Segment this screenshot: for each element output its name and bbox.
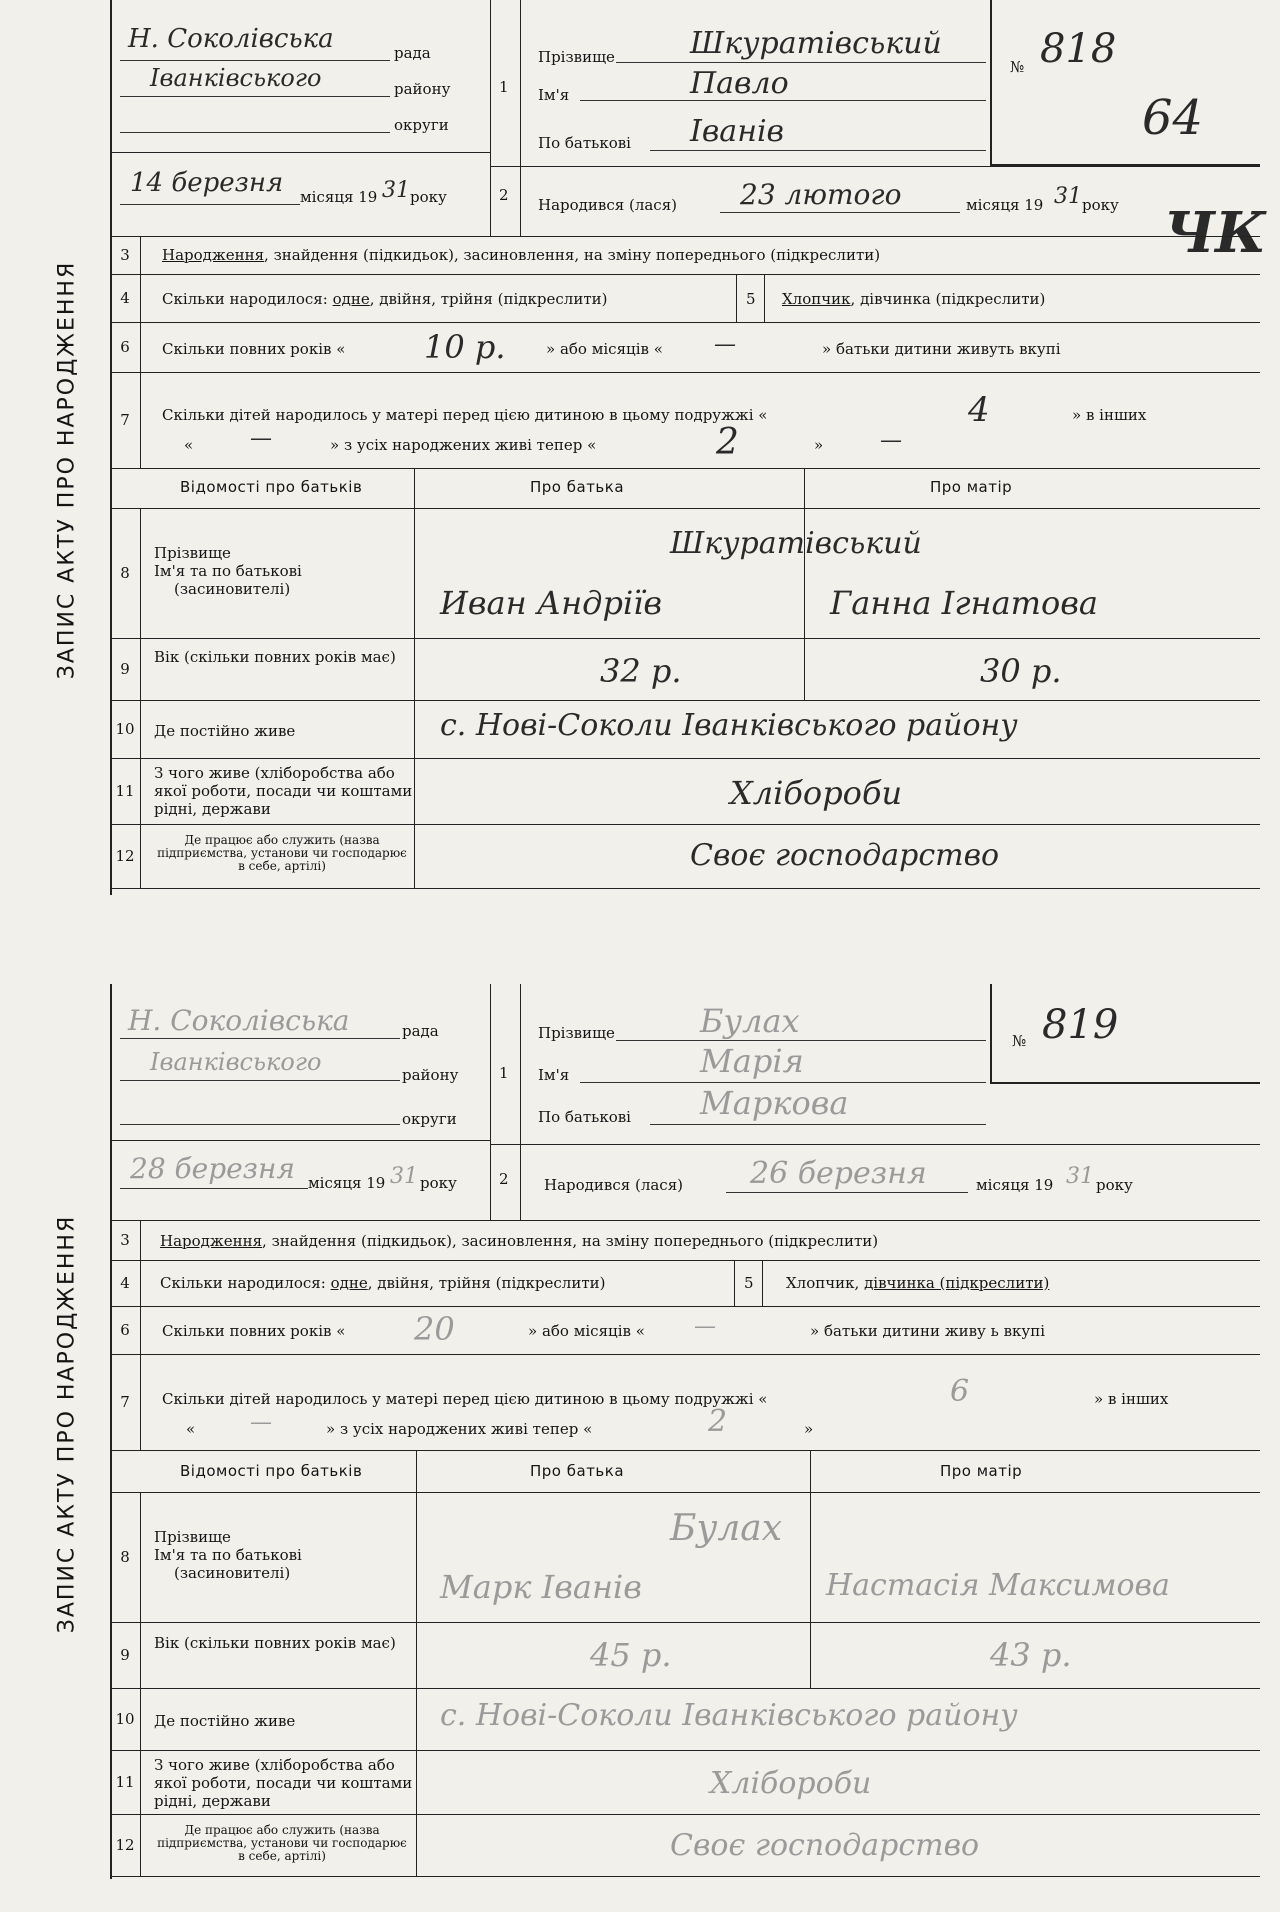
row-children-count [110,372,1260,469]
months-value: — [714,332,736,357]
row-how-many [110,1260,1260,1307]
header-parents-info: Відомості про батьків [180,478,363,496]
registration-year-value: 31 [390,1164,418,1189]
mother-age: 30 р. [980,652,1062,690]
open-quote: « [184,436,194,454]
rada-value: Н. Соколівська [128,24,334,54]
form-side-margin [24,984,112,1879]
patronymic-label: По батькові [538,134,631,152]
row-number-11: 11 [110,758,141,824]
birth-type-underlined: Народження [160,1232,263,1250]
father-name: Иван Андріїв [440,584,663,622]
row-number-4: 4 [110,1260,141,1306]
born-year-value: 31 [1054,184,1082,209]
row-number-10: 10 [110,1688,141,1750]
surname-label: Прізвище [538,1024,615,1042]
header-father: Про батька [530,1462,625,1480]
registration-month-label: місяця 19 [308,1174,386,1192]
living-label: З чого живе (хліборобства або якої роботи, посади чи коштами рідні, держави [154,1756,413,1810]
patronymic-label: По батькові [538,1108,631,1126]
alive-label: » з усіх народжених живі тепер « [326,1420,593,1438]
children-value: 6 [950,1374,970,1409]
name-value: Марія [700,1042,804,1080]
residence-value: с. Нові-Соколи Іванківського району [440,1698,1018,1733]
born-month-label: місяця 19 [966,196,1044,214]
children-label: Скільки дітей народилось у матері перед цією дитиною в цьому подружжі « [162,406,768,424]
okruhy-label: округи [402,1110,457,1128]
how-many-label: Скільки народилося: [160,1274,326,1292]
residence-value: с. Нові-Соколи Іванківського району [440,708,1018,743]
surname-value: Шкуратівський [690,26,942,61]
record-number-value: 819 [1042,1002,1119,1048]
how-many-underlined: одне [332,290,370,308]
header-father: Про батька [530,478,625,496]
registration-year-label: року [410,188,447,206]
raion-value: Іванківського [150,64,322,92]
row-number-2: 2 [499,1170,509,1188]
rada-label: рада [402,1022,439,1040]
form-side-title: ЗАПИС АКТУ ПРО НАРОДЖЕННЯ [54,1214,80,1634]
born-month-label: місяця 19 [976,1176,1054,1194]
raion-label: району [394,80,451,98]
work-value: Своє господарство [670,1828,980,1863]
row-how-many [110,274,1260,323]
how-many-label: Скільки народилося: [162,290,328,308]
patronymic-value: Маркова [700,1084,849,1122]
row-number-9: 9 [110,638,141,700]
living-value: Хлібороби [710,1766,872,1801]
margin-note: ЧК [1164,200,1267,266]
row-work [110,824,1260,889]
birth-type-rest: , знайдення (підкидьок), засиновлення, на зміну попереднього (підкреслити) [262,1232,879,1250]
adopter-label: (засиновителі) [174,580,291,598]
row-number-7: 7 [110,372,141,468]
patronymic-value: Іванів [690,114,785,149]
months-label: » або місяців « [546,340,663,358]
living-value: Хлібороби [730,774,903,812]
row-parent-names [110,1492,1260,1623]
alive-value: 2 [716,422,739,463]
row-parent-age [110,1622,1260,1689]
birth-record-form-1 [24,0,1267,895]
residence-label: Де постійно живе [154,722,296,740]
row-birth-type [110,1220,1260,1261]
row-number-5: 5 [746,290,756,308]
born-year-value: 31 [1066,1164,1094,1189]
number-label: № [1010,58,1025,76]
row-number-3: 3 [110,1220,141,1260]
row-number-9: 9 [110,1622,141,1688]
parents-header-row [110,468,1260,509]
record-number-box [990,0,1260,166]
mother-age: 43 р. [990,1636,1072,1674]
rada-value: Н. Соколівська [128,1004,350,1037]
registration-year-label: року [420,1174,457,1192]
birth-type-rest: , знайдення (підкидьок), засиновлення, на зміну попереднього (підкреслити) [264,246,881,264]
years-label: Скільки повних років « [162,1322,346,1340]
record-number-value: 818 [1040,26,1117,72]
row-living [110,1750,1260,1815]
record-number-box [990,984,1260,1084]
parent-surname-label: Прізвище [154,1528,231,1546]
registration-month-label: місяця 19 [300,188,378,206]
years-value: 10 р. [424,328,506,366]
mother-name: Настасія Максимова [826,1568,1170,1603]
father-age: 32 р. [600,652,682,690]
work-label: Де працює або служить (назва підприємства, установи чи господарює в себе, артілі) [157,833,407,873]
born-date-value: 26 березня [750,1156,927,1191]
row-living [110,758,1260,825]
row-number-11: 11 [110,1750,141,1814]
sex-rest-first: Хлопчик, [786,1274,865,1292]
row-number-6: 6 [110,1306,141,1354]
rada-label: рада [394,44,431,62]
row-number-1: 1 [499,1064,509,1082]
record-number-extra: 64 [1142,90,1204,146]
number-label: № [1012,1032,1027,1050]
other-value: — [250,1410,272,1435]
form-side-title: ЗАПИС АКТУ ПРО НАРОДЖЕННЯ [54,260,80,680]
row-number-5: 5 [744,1274,754,1292]
okruhy-label: округи [394,116,449,134]
row-number-10: 10 [110,700,141,758]
residence-label: Де постійно живе [154,1712,296,1730]
row-number-6: 6 [110,322,141,372]
children-value: 4 [968,390,990,430]
trailing-value: — [880,428,902,453]
row-years-together [110,322,1260,373]
months-label: » або місяців « [528,1322,645,1340]
row-number-2: 2 [499,186,509,204]
header-parents-info: Відомості про батьків [180,1462,363,1480]
row-number-7: 7 [110,1354,141,1450]
age-label: Вік (скільки повних років має) [154,648,396,666]
children-label: Скільки дітей народилось у матері перед цією дитиною в цьому подружжі « [162,1390,768,1408]
row-residence [110,1688,1260,1751]
living-label: З чого живе (хліборобства або якої роботи, посади чи коштами рідні, держави [154,764,413,818]
born-label: Народився (лася) [538,196,678,214]
together-label: » батьки дитини живу ь вкупі [810,1322,1046,1340]
row-years-together [110,1306,1260,1355]
sex-underlined: Хлопчик [782,290,851,308]
row-parent-names [110,508,1260,639]
born-label: Народився (лася) [544,1176,684,1194]
common-surname: Шкуратівський [670,526,922,561]
row-children-count [110,1354,1260,1451]
work-value: Своє господарство [690,838,1000,873]
surname-label: Прізвище [538,48,615,66]
in-other-label: » в інших [1072,406,1147,424]
raion-label: району [402,1066,459,1084]
name-label: Ім'я [538,1066,570,1084]
adopter-label: (засиновителі) [174,1564,291,1582]
together-label: » батьки дитини живуть вкупі [822,340,1061,358]
work-label: Де працює або служить (назва підприємства, установи чи господарює в себе, артілі) [157,1823,407,1863]
header-mother: Про матір [930,478,1013,496]
parent-name-label: Ім'я та по батькові [154,562,302,580]
registration-year-value: 31 [382,178,410,203]
father-name: Марк Іванів [440,1568,642,1606]
row-residence [110,700,1260,759]
name-label: Ім'я [538,86,570,104]
row-number-12: 12 [110,824,141,888]
name-value: Павло [690,66,789,101]
row-parent-age [110,638,1260,701]
common-surname: Булах [670,1508,783,1549]
form-body [110,0,1267,895]
months-value: — [694,1314,716,1339]
form-body [110,984,1260,1879]
alive-value: 2 [708,1404,728,1439]
mother-name: Ганна Ігнатова [830,584,1098,622]
father-age: 45 р. [590,1636,672,1674]
row-birth-type [110,236,1260,275]
parent-name-label: Ім'я та по батькові [154,1546,302,1564]
row-number-8: 8 [110,508,141,638]
header-mother: Про матір [940,1462,1023,1480]
birth-record-form-2 [24,984,1260,1879]
born-date-value: 23 лютого [740,178,902,211]
row-number-1: 1 [499,78,509,96]
row-work [110,1814,1260,1877]
registration-date-value: 28 березня [130,1152,295,1185]
registration-date-value: 14 березня [130,168,284,198]
parents-header-row [110,1450,1260,1493]
how-many-rest: , двійня, трійня (підкреслити) [369,290,608,308]
in-other-label: » в інших [1094,1390,1169,1408]
raion-value: Іванківського [150,1048,322,1076]
row-number-3: 3 [110,236,141,274]
how-many-underlined: одне [330,1274,368,1292]
surname-value: Булах [700,1002,800,1040]
form-side-margin [24,0,112,895]
parent-surname-label: Прізвище [154,544,231,562]
birth-type-underlined: Народження [162,246,265,264]
sex-underlined: дівчинка (підкреслити) [864,1274,1050,1292]
alive-label: » з усіх народжених живі тепер « [330,436,597,454]
years-value: 20 [414,1310,455,1348]
other-value: — [250,426,272,451]
born-year-label: року [1096,1176,1133,1194]
row-number-12: 12 [110,1814,141,1876]
years-label: Скільки повних років « [162,340,346,358]
born-year-label: року [1082,196,1119,214]
row-number-8: 8 [110,1492,141,1622]
age-label: Вік (скільки повних років має) [154,1634,396,1652]
close-quote: » [814,436,824,454]
how-many-rest: , двійня, трійня (підкреслити) [367,1274,606,1292]
open-quote: « [186,1420,196,1438]
row-number-4: 4 [110,274,141,322]
close-quote: » [804,1420,814,1438]
sex-rest: , дівчинка (підкреслити) [850,290,1046,308]
